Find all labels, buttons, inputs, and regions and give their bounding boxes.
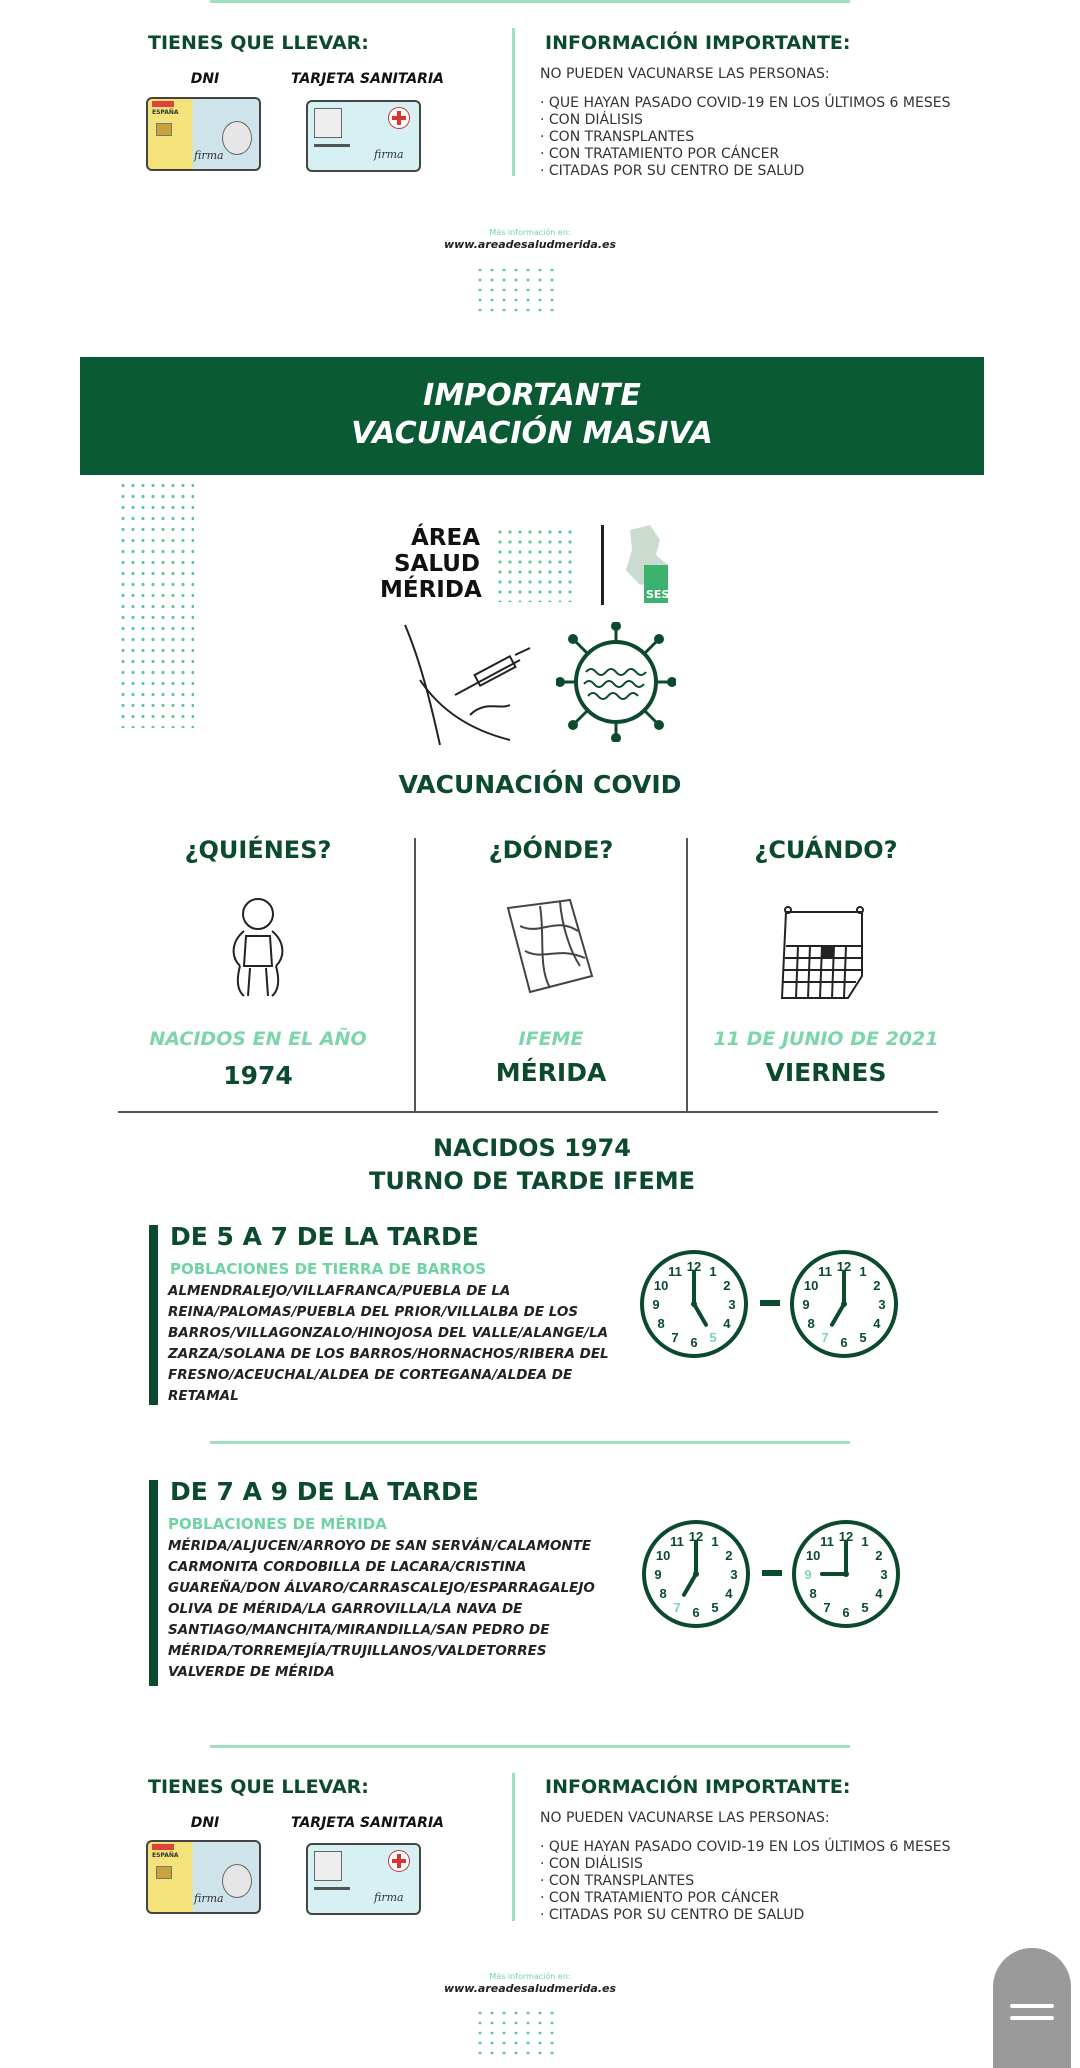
list-item: · QUE HAYAN PASADO COVID-19 EN LOS ÚLTIMOS 6 MESES	[540, 1839, 951, 1855]
logo-text: ÁREA	[410, 525, 480, 551]
area-salud-logo	[380, 525, 680, 607]
clock-icon	[790, 1518, 902, 1630]
column-subtitle: 11 DE JUNIO DE 2021	[713, 1028, 939, 1050]
svg-text:12: 12	[838, 1529, 854, 1544]
dni-card-image	[146, 97, 261, 171]
health-card-signature: firma	[374, 1891, 404, 1904]
svg-text:11: 11	[820, 1534, 834, 1550]
svg-text:8: 8	[657, 1316, 665, 1331]
list-item: · CITADAS POR SU CENTRO DE SALUD	[540, 1907, 805, 1923]
svg-text:12: 12	[686, 1259, 702, 1274]
section-title: DE 5 A 7 DE LA TARDE	[170, 1222, 479, 1251]
svg-text:1: 1	[709, 1264, 717, 1280]
section-subtitle: POBLACIONES DE TIERRA DE BARROS	[170, 1260, 487, 1278]
svg-text:10: 10	[655, 1548, 671, 1563]
virus-icon	[556, 622, 676, 742]
dot-pattern-decoration	[118, 480, 194, 728]
column-title: ¿DÓNDE?	[488, 836, 614, 864]
svg-text:1: 1	[859, 1264, 867, 1280]
calendar-icon	[778, 906, 870, 1004]
dash-separator	[760, 1300, 780, 1306]
dni-label: DNI	[190, 1815, 220, 1831]
svg-text:2: 2	[723, 1278, 731, 1293]
svg-text:9: 9	[802, 1297, 810, 1312]
important-info-title: INFORMACIÓN IMPORTANTE:	[545, 1776, 851, 1798]
svg-text:4: 4	[875, 1586, 883, 1601]
ses-logo-text: SES	[646, 588, 670, 601]
dni-card-signature: firma	[194, 149, 224, 162]
column-value: VIERNES	[765, 1058, 887, 1087]
dot-pattern-decoration	[474, 265, 554, 315]
section-towns: ALMENDRALEJO/VILLAFRANCA/PUEBLA DE LA REINA/PALOMAS/PUEBLA DEL PRIOR/VILLALBA DE LOS BARROS/VILLAGONZALO/HINOJOSA DEL VALLE/ALANGE/LA ZARZA/SOLANA DE LOS BARROS/HORNACHOS/RIBERA DEL FRESNO/ACEUCHAL/ALDEA DE CORTEGANA/ALDEA DE RETAMAL	[168, 1283, 609, 1404]
list-item: · CON TRATAMIENTO POR CÁNCER	[540, 146, 780, 162]
svg-text:7: 7	[821, 1329, 829, 1345]
list-item: · CITADAS POR SU CENTRO DE SALUD	[540, 163, 805, 179]
campaign-title: VACUNACIÓN COVID	[398, 770, 682, 799]
svg-text:12: 12	[836, 1259, 852, 1274]
list-item: · QUE HAYAN PASADO COVID-19 EN LOS ÚLTIMOS 6 MESES	[540, 95, 951, 111]
svg-text:7: 7	[671, 1329, 679, 1345]
health-card-signature: firma	[374, 148, 404, 161]
svg-text:1: 1	[861, 1534, 869, 1550]
dni-card-country: ESPAÑA	[152, 109, 179, 116]
section-accent-bar	[149, 1225, 158, 1405]
svg-text:1: 1	[711, 1534, 719, 1550]
column-value: MÉRIDA	[495, 1058, 607, 1087]
column-title: ¿CUÁNDO?	[754, 836, 898, 864]
dni-card-image	[146, 1840, 261, 1914]
svg-text:8: 8	[807, 1316, 815, 1331]
important-banner	[80, 357, 984, 475]
svg-text:4: 4	[725, 1586, 733, 1601]
svg-text:3: 3	[730, 1567, 738, 1582]
column-value: 1974	[223, 1061, 293, 1090]
svg-text:7: 7	[673, 1599, 681, 1615]
baby-icon	[226, 896, 290, 1001]
dni-label: DNI	[190, 71, 220, 87]
section-title: DE 7 A 9 DE LA TARDE	[170, 1477, 479, 1506]
list-item: · CON TRATAMIENTO POR CÁNCER	[540, 1890, 780, 1906]
svg-text:9: 9	[652, 1297, 660, 1312]
svg-text:2: 2	[725, 1548, 733, 1563]
columns-bottom-rule	[118, 1111, 938, 1113]
when-column	[688, 836, 964, 1106]
must-bring-title: TIENES QUE LLEVAR:	[148, 32, 369, 54]
svg-text:5: 5	[709, 1329, 717, 1345]
clock-icon	[640, 1518, 752, 1630]
svg-text:4: 4	[873, 1316, 881, 1331]
svg-text:10: 10	[805, 1548, 821, 1563]
section-towns: MÉRIDA/ALJUCEN/ARROYO DE SAN SERVÁN/CALAMONTE CARMONITA CORDOBILLA DE LACARA/CRISTINA GUAREÑA/DON ÁLVARO/CARRASCALEJO/ESPARRAGALEJO OLIVA DE MÉRIDA/LA GARROVILLA/LA NAVA DE SANTIAGO/MANCHITA/MIRANDILLA/SAN PEDRO DE MÉRIDA/TORREMEJÍA/TRUJILLANOS/VALDETORRES VALVERDE DE MÉRIDA	[168, 1538, 595, 1680]
svg-text:9: 9	[804, 1567, 812, 1582]
important-info-title: INFORMACIÓN IMPORTANTE:	[545, 32, 851, 54]
website-link[interactable]: www.areadesaludmerida.es	[443, 238, 617, 251]
column-subtitle: NACIDOS EN EL AÑO	[149, 1028, 367, 1050]
logo-text: SALUD	[394, 551, 480, 577]
dni-card-country: ESPAÑA	[152, 1852, 179, 1859]
shift-line-1: NACIDOS 1974	[433, 1134, 631, 1162]
svg-text:10: 10	[803, 1278, 819, 1293]
health-card-label: TARJETA SANITARIA	[291, 1815, 444, 1831]
clock-pair	[638, 1248, 908, 1360]
svg-text:2: 2	[875, 1548, 883, 1563]
svg-text:9: 9	[654, 1567, 662, 1582]
shift-line-2: TURNO DE TARDE IFEME	[368, 1167, 696, 1195]
where-column	[416, 836, 686, 1106]
dni-card-signature: firma	[194, 1892, 224, 1905]
svg-text:8: 8	[809, 1586, 817, 1601]
section-divider	[210, 1441, 850, 1444]
info-divider	[512, 28, 515, 176]
svg-text:11: 11	[668, 1264, 682, 1280]
svg-text:5: 5	[861, 1599, 869, 1615]
info-divider	[512, 1773, 515, 1921]
list-item: · CON DIÁLISIS	[540, 112, 643, 128]
svg-text:6: 6	[842, 1605, 850, 1620]
logo-text: MÉRIDA	[380, 577, 482, 603]
more-info-label: Más información en:	[489, 228, 571, 237]
health-card-image	[306, 100, 421, 172]
svg-text:6: 6	[690, 1335, 698, 1350]
svg-text:11: 11	[670, 1534, 684, 1550]
dot-pattern-decoration	[474, 2008, 554, 2058]
svg-text:12: 12	[688, 1529, 704, 1544]
more-info-label: Más información en:	[489, 1972, 571, 1981]
list-item: · CON TRANSPLANTES	[540, 129, 695, 145]
must-bring-title: TIENES QUE LLEVAR:	[148, 1776, 369, 1798]
section-accent-bar	[149, 1480, 158, 1686]
health-card-image	[306, 1843, 421, 1915]
clock-icon	[788, 1248, 900, 1360]
svg-text:10: 10	[653, 1278, 669, 1293]
conditions-list	[540, 95, 950, 180]
column-subtitle: IFEME	[518, 1028, 584, 1050]
shift-heading	[0, 1132, 1064, 1198]
map-icon	[500, 896, 600, 996]
svg-text:8: 8	[659, 1586, 667, 1601]
cannot-vaccinate-text: NO PUEDEN VACUNARSE LAS PERSONAS:	[540, 66, 830, 82]
clock-icon	[638, 1248, 750, 1360]
svg-text:3: 3	[728, 1297, 736, 1312]
svg-text:2: 2	[873, 1278, 881, 1293]
dash-separator	[762, 1570, 782, 1576]
bottom-divider	[210, 1745, 850, 1748]
banner-line-2: VACUNACIÓN MASIVA	[351, 416, 713, 451]
extremadura-map-icon	[620, 525, 672, 605]
conditions-list	[540, 1839, 950, 1924]
svg-text:3: 3	[878, 1297, 886, 1312]
list-item: · CON DIÁLISIS	[540, 1856, 643, 1872]
section-subtitle: POBLACIONES DE MÉRIDA	[168, 1515, 387, 1533]
top-divider	[210, 0, 850, 3]
health-card-label: TARJETA SANITARIA	[291, 71, 444, 87]
injection-icon	[400, 620, 540, 748]
menu-scroll-button[interactable]	[993, 1948, 1071, 2068]
cannot-vaccinate-text: NO PUEDEN VACUNARSE LAS PERSONAS:	[540, 1810, 830, 1826]
svg-text:11: 11	[818, 1264, 832, 1280]
svg-text:5: 5	[711, 1599, 719, 1615]
svg-text:4: 4	[723, 1316, 731, 1331]
banner-line-1: IMPORTANTE	[423, 378, 641, 413]
svg-text:7: 7	[823, 1599, 831, 1615]
svg-text:6: 6	[840, 1335, 848, 1350]
svg-text:3: 3	[880, 1567, 888, 1582]
who-column	[118, 836, 398, 1106]
clock-pair	[640, 1518, 910, 1630]
svg-text:5: 5	[859, 1329, 867, 1345]
column-title: ¿QUIÉNES?	[184, 836, 332, 864]
website-link[interactable]: www.areadesaludmerida.es	[443, 1982, 617, 1995]
svg-text:6: 6	[692, 1605, 700, 1620]
list-item: · CON TRANSPLANTES	[540, 1873, 695, 1889]
